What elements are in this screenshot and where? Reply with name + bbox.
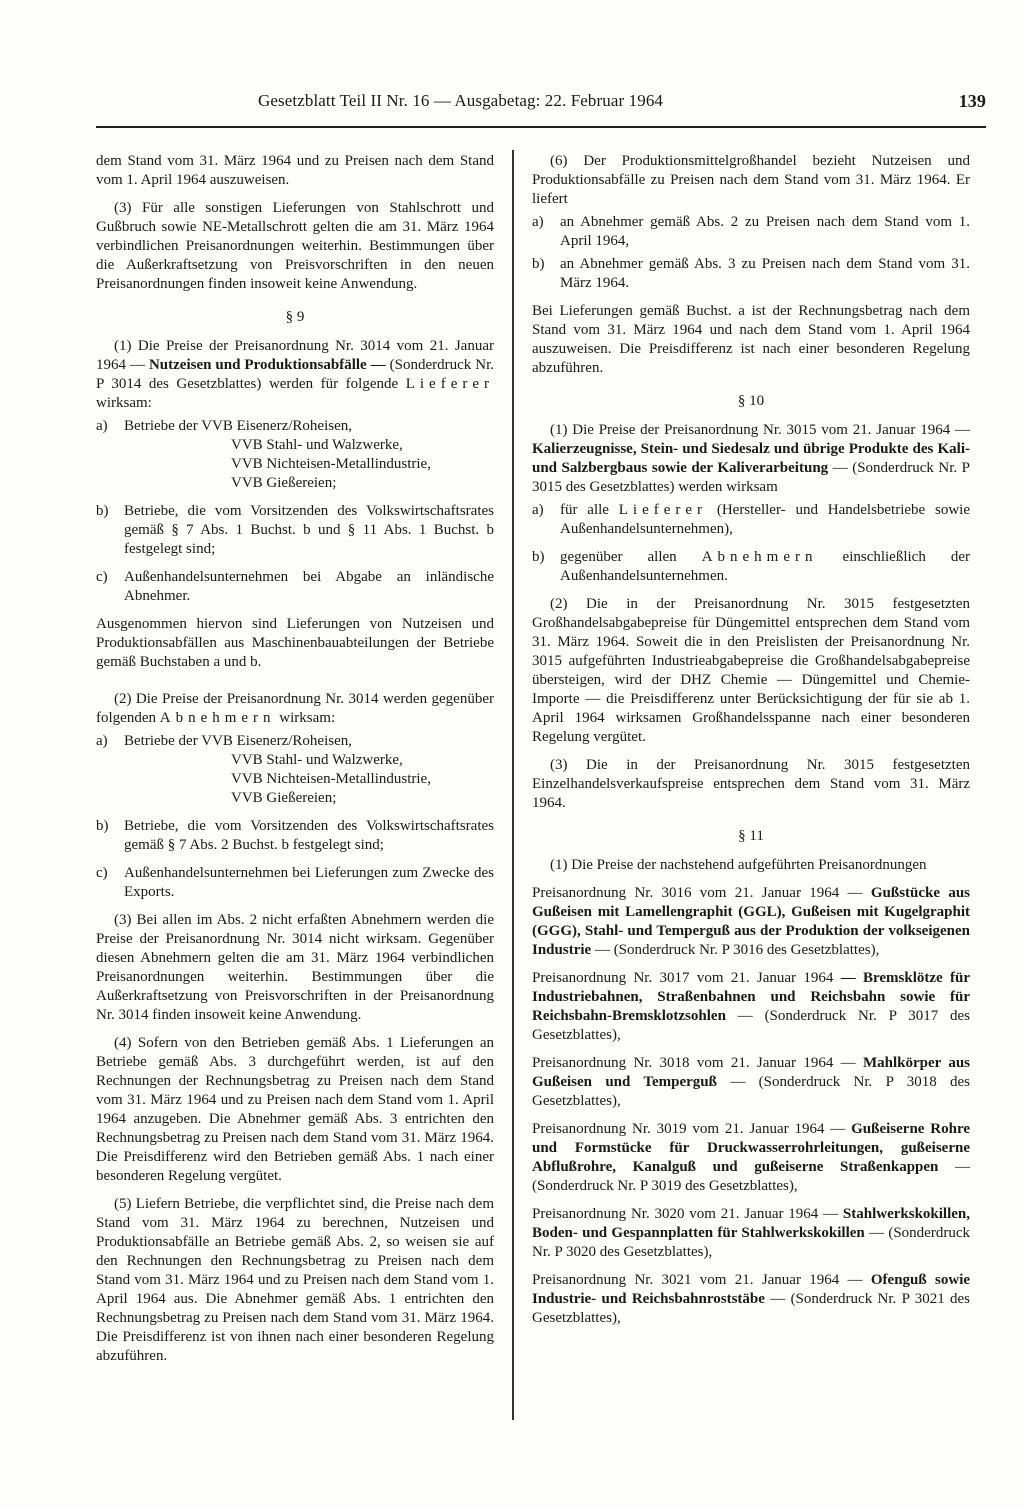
section-10-paragraph-1 xyxy=(532,421,970,497)
text-run: Preisanordnung Nr. 3020 vom 21. Januar 1964 — xyxy=(532,1206,839,1222)
text-run: Preisanordnung Nr. 3019 vom 21. Januar 1964 — xyxy=(532,1121,846,1137)
bold-title: Gußeiserne Rohre und Formstücke für Druckwasserrohrleitungen, gußeiserne Abflußrohre, Kanalguß und gußeiserne Straßenkappen xyxy=(532,1121,971,1175)
price-order-3019 xyxy=(532,1120,970,1196)
text-run: wirksam: xyxy=(279,710,336,726)
price-order-3021 xyxy=(532,1271,970,1328)
running-title: Gesetzblatt Teil II Nr. 16 — Ausgabetag: 22. Februar 1964 xyxy=(258,91,664,110)
bold-title: — Bremsklötze für Industriebahnen, Straßenbahnen und Reichsbahn sowie für Reichsbahn-Bremsklotzsohlen xyxy=(532,970,971,1024)
list-item-b xyxy=(532,255,970,293)
text-run: für alle xyxy=(560,502,609,518)
text-run: — (Sonderdruck Nr. P 3020 des Gesetzblattes), xyxy=(532,1225,970,1260)
text-run: — (Sonderdruck Nr. P 3019 des Gesetzblattes), xyxy=(532,1159,970,1194)
list-item-c xyxy=(96,864,494,902)
price-order-3017 xyxy=(532,969,970,1045)
text-run: (1) Die Preise der Preisanordnung Nr. 3014 vom 21. Januar 1964 — xyxy=(96,338,494,373)
section-9-paragraph-4: (4) Sofern von den Betrieben gemäß Abs. 1 Lieferungen an Betriebe gemäß Abs. 3 durchgeführt werden, ist auf den Rechnungen der Rechnungsbetrag zu Preisen nach dem Stand vom 31. März 1964 und zu Preisen nach dem Stand vom 1. April 1964 anzugeben. Die Abnehmer gemäß Abs. 3 entrichten den Rechnungsbetrag zu Preisen nach dem Stand vom 31. März 1964. Die Preisdifferenz wird den Betrieben gemäß Abs. 1 nach einer besonderen Regelung vergütet. xyxy=(96,1035,494,1184)
spaced-word: Lieferer xyxy=(618,502,708,518)
paragraph-ausgenommen: Ausgenommen hiervon sind Lieferungen von Nutzeisen und Produktionsabfällen aus Maschinenbauabteilungen der Betriebe gemäß Buchstaben a und b. xyxy=(96,616,494,670)
section-9-paragraph-3: (3) Bei allen im Abs. 2 nicht erfaßten Abnehmern werden die Preise der Preisanordnung Nr. 3014 nicht wirksam. Gegenüber diesen Abnehmern gelten die am 31. März 1964 verbindlichen Preisanordnungen weiterhin. Bestimmungen über die Außerkraftsetzung von Preisvorschriften in der Preisanordnung Nr. 3014 finden insoweit keine Anwendung. xyxy=(96,912,494,1023)
bold-title: Stahlwerkskokillen, Boden- und Gespannplatten für Stahlwerkskokillen xyxy=(532,1206,971,1241)
list-text xyxy=(560,548,970,586)
vvb-line: Betriebe der VVB Eisenerz/Roheisen, xyxy=(124,418,352,434)
list-item-a xyxy=(532,213,970,251)
paragraph-continuation: dem Stand vom 31. März 1964 und zu Preisen nach dem Stand vom 1. April 1964 auszuweisen. xyxy=(96,153,494,188)
bold-title: Mahlkörper aus Gußeisen und Temperguß xyxy=(532,1055,971,1090)
right-column xyxy=(532,152,970,1337)
list-label: a) xyxy=(96,418,108,434)
list-text: an Abnehmer gemäß Abs. 2 zu Preisen nach dem Stand vom 1. April 1964, xyxy=(560,214,970,249)
section-heading-9: § 9 xyxy=(285,309,305,325)
spaced-word: Abnehmern xyxy=(701,549,818,565)
vvb-line: VVB Gießereien; xyxy=(231,475,337,491)
text-run: — (Sonderdruck Nr. P 3015 des Gesetzblattes) werden wirksam xyxy=(532,460,970,495)
text-run: wirksam: xyxy=(96,395,152,411)
list-label: b) xyxy=(532,256,545,272)
list-label: a) xyxy=(96,733,108,749)
list-text: Betriebe, die vom Vorsitzenden des Volkswirtschaftsrates gemäß § 7 Abs. 1 Buchst. b und § 11 Abs. 1 Buchst. b festgelegt sind; xyxy=(124,503,494,557)
left-column xyxy=(96,152,494,1375)
section-heading-10: § 10 xyxy=(737,393,765,409)
list-item-a xyxy=(532,501,970,539)
spaced-word: Lieferer xyxy=(405,376,495,392)
list-item-c xyxy=(96,568,494,606)
section-heading-11: § 11 xyxy=(738,828,764,844)
list-text xyxy=(560,501,970,539)
vvb-line: VVB Stahl- und Walzwerke, xyxy=(231,752,403,768)
section-9-paragraph-6: (6) Der Produktionsmittelgroßhandel bezieht Nutzeisen und Produktionsabfälle zu Preisen nach dem Stand vom 31. März 1964. Er liefert xyxy=(532,153,970,207)
list-item-b xyxy=(96,502,494,559)
paragraph-bei-lieferungen: Bei Lieferungen gemäß Buchst. a ist der Rechnungsbetrag nach dem Stand vom 31. März 1964 und nach dem Stand vom 1. April 1964 auszuweisen. Die Preisdifferenz ist nach einer besonderen Regelung abzuführen. xyxy=(532,303,970,376)
list-label: c) xyxy=(96,865,108,881)
page-number: 139 xyxy=(958,91,986,111)
text-run: einschließlich der Außenhandelsunternehmen. xyxy=(560,549,971,584)
price-order-3018 xyxy=(532,1054,970,1111)
text-run: — (Sonderdruck Nr. P 3017 des Gesetzblattes), xyxy=(532,1008,970,1043)
price-order-3016 xyxy=(532,884,970,960)
vvb-line: VVB Gießereien; xyxy=(231,790,337,806)
header-rule xyxy=(96,126,986,128)
vvb-line: VVB Nichteisen-Metallindustrie, xyxy=(231,771,431,787)
section-10-paragraph-3: (3) Die in der Preisanordnung Nr. 3015 festgesetzten Einzelhandelsverkaufspreise entsprechen dem Stand vom 31. März 1964. xyxy=(532,757,970,811)
text-run: Preisanordnung Nr. 3016 vom 21. Januar 1964 — xyxy=(532,885,863,901)
section-10-paragraph-2: (2) Die in der Preisanordnung Nr. 3015 festgesetzten Großhandelsabgabepreise für Düngemittel entsprechen dem Stand vom 31. März 1964. Soweit die in den Preislisten der Preisanordnung Nr. 3015 aufgeführten Industrieabgabepreise die Großhandelsabgabepreise übersteigen, wird der DHZ Chemie — Düngemittel und Chemie-Importe — die Preisdifferenz unter Berücksichtigung der für sie ab 1. April 1964 wirksamen Großhandelsspanne nach einer besonderen Regelung vergütet. xyxy=(532,596,970,745)
list-label: c) xyxy=(96,569,108,585)
spaced-word: Abnehmern xyxy=(159,710,276,726)
section-9-paragraph-2 xyxy=(96,690,494,728)
text-run: Preisanordnung Nr. 3018 vom 21. Januar 1964 — xyxy=(532,1055,856,1071)
text-run: — (Sonderdruck Nr. P 3016 des Gesetzblattes), xyxy=(594,942,880,958)
text-run: (2) Die Preise der Preisanordnung Nr. 3014 werden gegenüber folgenden xyxy=(96,691,494,726)
bold-title: Nutzeisen und Produktionsabfälle — xyxy=(148,357,386,373)
text-run: Preisanordnung Nr. 3017 vom 21. Januar 1964 xyxy=(532,970,834,986)
text-run: — (Sonderdruck Nr. P 3018 des Gesetzblattes), xyxy=(532,1074,970,1109)
section-9-paragraph-1 xyxy=(96,337,494,413)
list-item-a xyxy=(96,732,494,808)
list-item-b xyxy=(532,548,970,586)
list-text: an Abnehmer gemäß Abs. 3 zu Preisen nach dem Stand vom 31. März 1964. xyxy=(560,256,970,291)
bold-title: Ofenguß sowie Industrie- und Reichsbahnroststäbe xyxy=(532,1272,971,1307)
list-item-a xyxy=(96,417,494,493)
list-item-b xyxy=(96,817,494,855)
bold-title: Gußstücke aus Gußeisen mit Lamellengraphit (GGL), Gußeisen mit Kugelgraphit (GGG), Stahl- und Temperguß aus der Produktion der volkseigenen Industrie xyxy=(532,885,971,958)
list-label: b) xyxy=(96,818,109,834)
bold-title: Kalierzeugnisse, Stein- und Siedesalz und übrige Produkte des Kali- und Salzbergbaus sowie der Kaliverarbeitung xyxy=(532,441,970,476)
list-text: Außenhandelsunternehmen bei Lieferungen zum Zwecke des Exports. xyxy=(124,865,494,900)
vvb-line: Betriebe der VVB Eisenerz/Roheisen, xyxy=(124,733,352,749)
text-run: Preisanordnung Nr. 3021 vom 21. Januar 1964 — xyxy=(532,1272,863,1288)
vvb-line: VVB Nichteisen-Metallindustrie, xyxy=(231,456,431,472)
list-label: a) xyxy=(532,502,544,518)
list-text: Außenhandelsunternehmen bei Abgabe an inländische Abnehmer. xyxy=(124,569,494,604)
section-9-paragraph-5: (5) Liefern Betriebe, die verpflichtet sind, die Preise nach dem Stand vom 31. März 1964 zu berechnen, Nutzeisen und Produktionsabfälle an Betriebe gemäß Abs. 2, so weisen sie auf den Rechnungen den Rechnungsbetrag zu Preisen nach dem Stand vom 31. März 1964 und zu Preisen nach dem Stand vom 1. April 1964 aus. Die Abnehmer gemäß Abs. 1 entrichten den Rechnungsbetrag zu Preisen nach dem Stand vom 31. März 1964. Die Preisdifferenz ist von ihnen nach einer besonderen Regelung abzuführen. xyxy=(96,1196,494,1364)
list-text xyxy=(124,417,494,493)
text-run: (1) Die Preise der Preisanordnung Nr. 3015 vom 21. Januar 1964 — xyxy=(550,422,970,438)
list-label: b) xyxy=(532,549,545,565)
price-order-3020 xyxy=(532,1205,970,1262)
list-label: a) xyxy=(532,214,544,230)
list-text xyxy=(124,732,494,808)
text-run: (Sonderdruck Nr. P 3014 des Gesetzblattes) werden für folgende xyxy=(96,357,495,392)
column-divider xyxy=(512,150,514,1420)
paragraph-3: (3) Für alle sonstigen Lieferungen von Stahlschrott und Gußbruch sowie NE-Metallschrott gelten die am 31. März 1964 verbindlichen Preisanordnungen weiterhin. Bestimmungen über die Außerkraftsetzung von Preisvorschriften in den neuen Preisanordnungen finden insoweit keine Anwendung. xyxy=(96,200,494,292)
vvb-line: VVB Stahl- und Walzwerke, xyxy=(231,437,403,453)
section-11-paragraph-1: (1) Die Preise der nachstehend aufgeführten Preisanordnungen xyxy=(550,857,927,873)
text-run: — (Sonderdruck Nr. P 3021 des Gesetzblattes), xyxy=(532,1291,971,1326)
text-run: (Hersteller- und Handelsbetriebe sowie Außenhandelsunternehmen), xyxy=(560,502,970,537)
text-run: gegenüber allen xyxy=(560,549,677,565)
list-label: b) xyxy=(96,503,109,519)
list-text: Betriebe, die vom Vorsitzenden des Volkswirtschaftsrates gemäß § 7 Abs. 2 Buchst. b festgelegt sind; xyxy=(124,818,494,853)
page-header xyxy=(258,91,986,111)
